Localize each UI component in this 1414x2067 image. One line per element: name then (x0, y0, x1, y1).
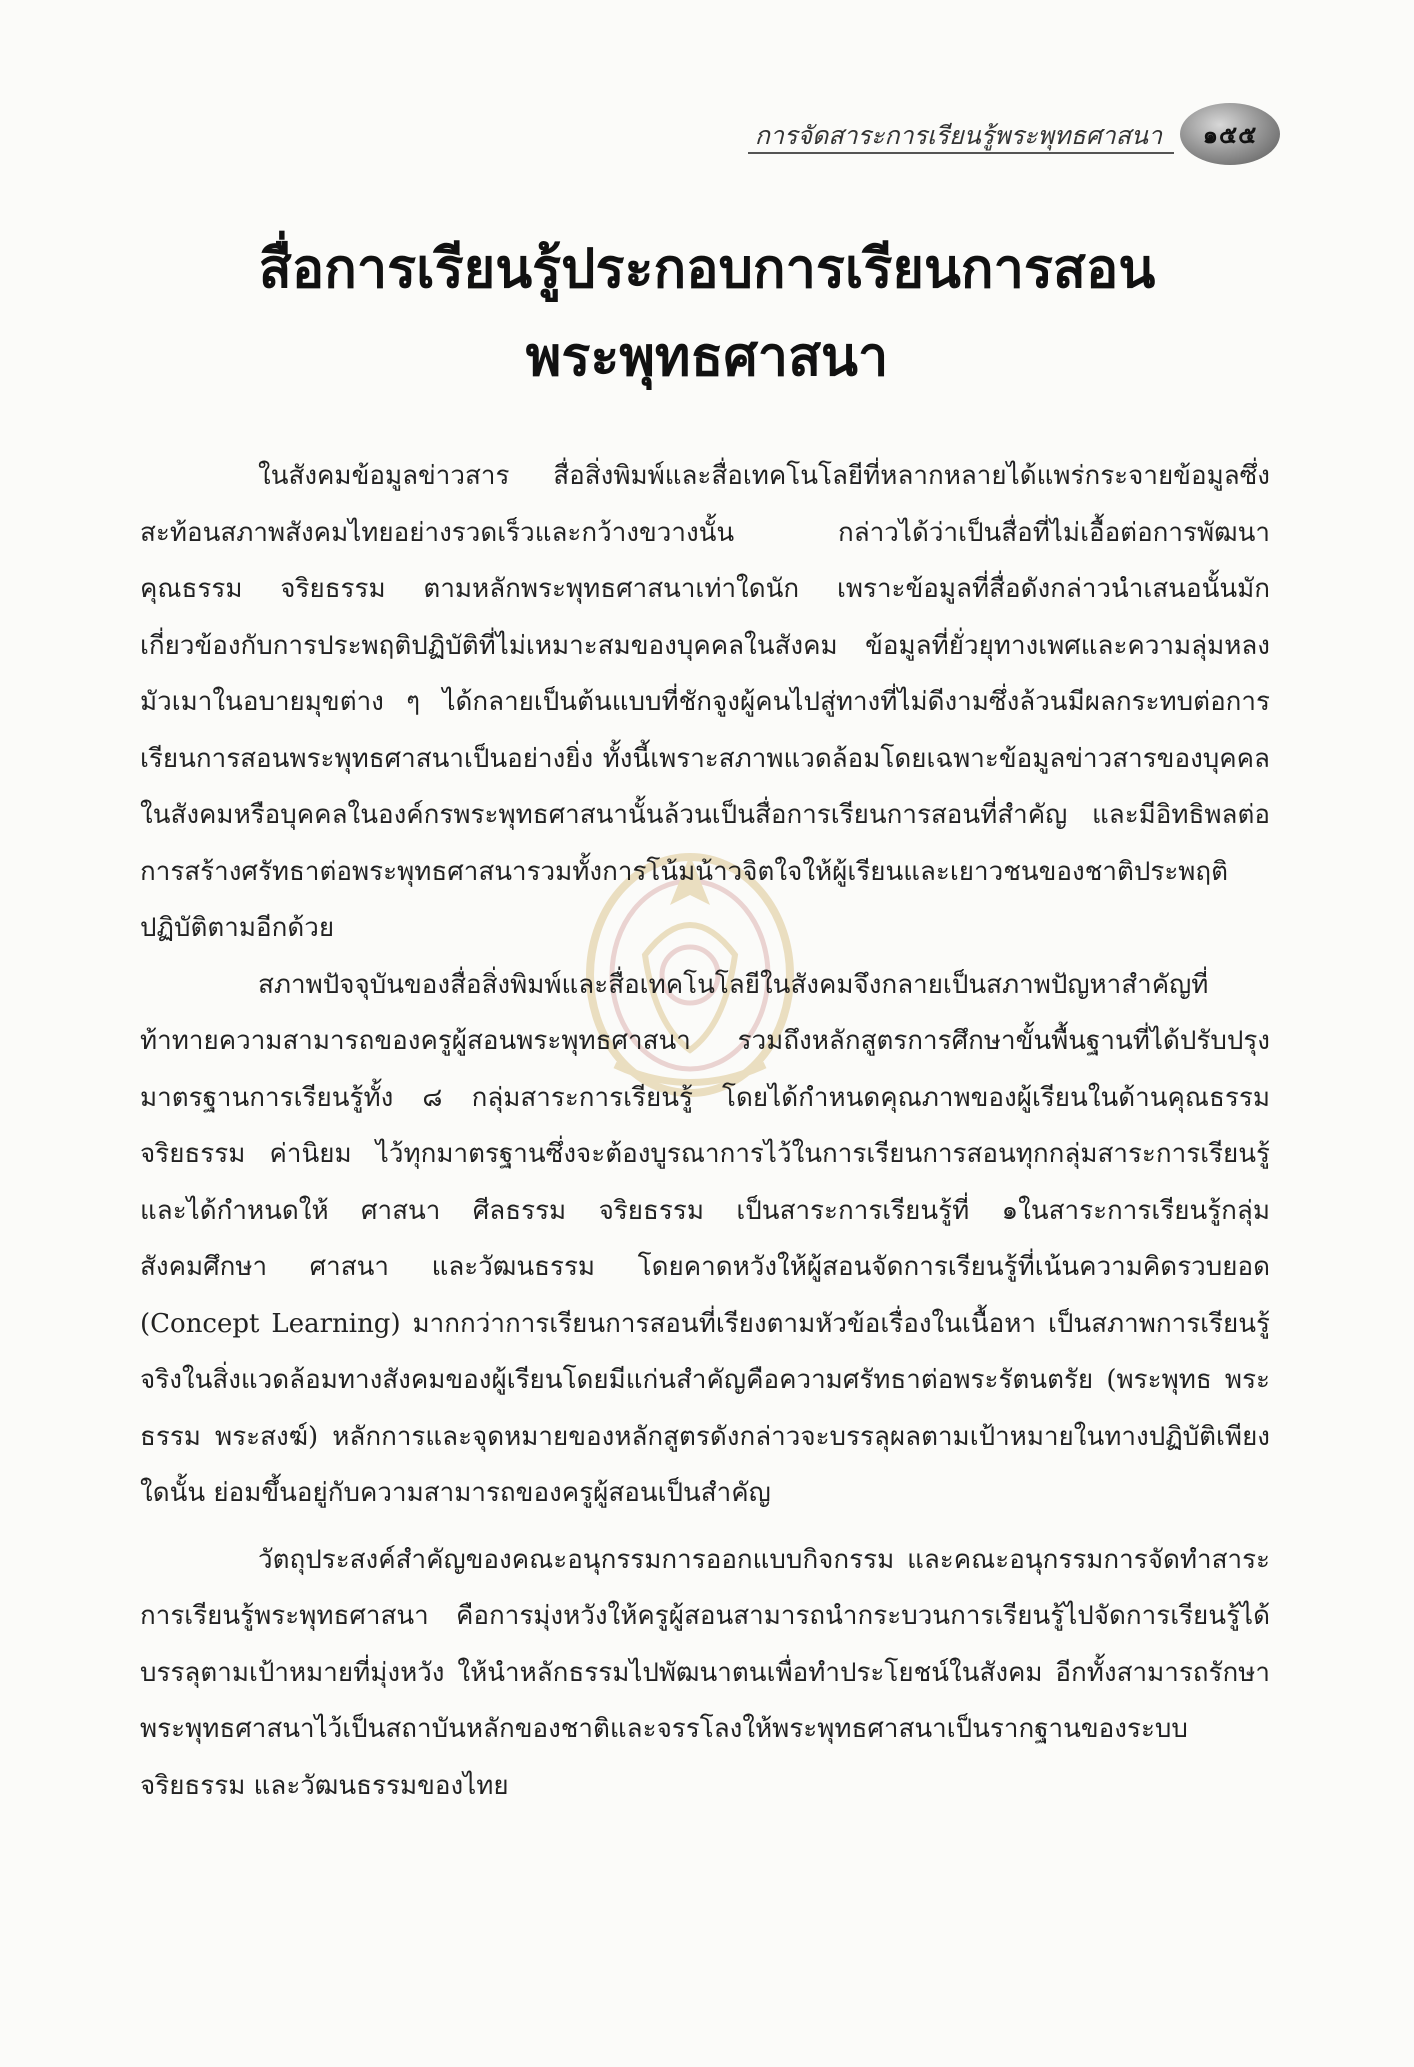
chapter-title (0, 225, 1414, 401)
chapter-title-line-1: สื่อการเรียนรู้ประกอบการเรียนการสอน (258, 237, 1156, 300)
page-number-badge (1180, 103, 1280, 165)
running-header (748, 112, 1174, 154)
running-title: การจัดสาระการเรียนรู้พระพุทธศาสนา (754, 121, 1162, 150)
paragraph-1: ในสังคมข้อมูลข่าวสาร สื่อสิ่งพิมพ์และสื่อเทคโนโลยีที่หลากหลายได้แพร่กระจายข้อมูลซึ่งสะท้อนสภาพสังคมไทยอย่างรวดเร็วและกว้างขวางนั้น กล่าวได้ว่าเป็นสื่อที่ไม่เอื้อต่อการพัฒนาคุณธรรม จริยธรรม ตามหลักพระพุทธศาสนาเท่าใดนัก เพราะข้อมูลที่สื่อดังกล่าวนำเสนอนั้นมักเกี่ยวข้องกับการประพฤติปฏิบัติที่ไม่เหมาะสมของบุคคลในสังคม ข้อมูลที่ยั่วยุทางเพศและความลุ่มหลงมัวเมาในอบายมุขต่าง ๆ ได้กลายเป็นต้นแบบที่ชักจูงผู้คนไปสู่ทางที่ไม่ดีงามซึ่งล้วนมีผลกระทบต่อการเรียนการสอนพระพุทธศาสนาเป็นอย่างยิ่ง ทั้งนี้เพราะสภาพแวดล้อมโดยเฉพาะข้อมูลข่าวสารของบุคคลในสังคมหรือบุคคลในองค์กรพระพุทธศาสนานั้นล้วนเป็นสื่อการเรียนการสอนที่สำคัญ และมีอิทธิพลต่อการสร้างศรัทธาต่อพระพุทธศาสนารวมทั้งการโน้มน้าวจิตใจให้ผู้เรียนและเยาวชนของชาติประพฤติปฏิบัติตามอีกด้วย (140, 461, 1270, 943)
page-number: ๑๕๕ (1202, 120, 1258, 149)
paragraph-3: วัตถุประสงค์สำคัญของคณะอนุกรรมการออกแบบกิจกรรม และคณะอนุกรรมการจัดทำสาระการเรียนรู้พระพุทธศาสนา คือการมุ่งหวังให้ครูผู้สอนสามารถนำกระบวนการเรียนรู้ไปจัดการเรียนรู้ได้บรรลุตามเป้าหมายที่มุ่งหวัง ให้นำหลักธรรมไปพัฒนาตนเพื่อทำประโยชน์ในสังคม อีกทั้งสามารถรักษาพระพุทธศาสนาไว้เป็นสถาบันหลักของชาติและจรรโลงให้พระพุทธศาสนาเป็นรากฐานของระบบจริยธรรม และวัฒนธรรมของไทย (140, 1544, 1270, 1801)
paragraph-2: สภาพปัจจุบันของสื่อสิ่งพิมพ์และสื่อเทคโนโลยีในสังคมจึงกลายเป็นสภาพปัญหาสำคัญที่ท้าทายความสามารถของครูผู้สอนพระพุทธศาสนา รวมถึงหลักสูตรการศึกษาขั้นพื้นฐานที่ได้ปรับปรุงมาตรฐานการเรียนรู้ทั้ง ๘ กลุ่มสาระการเรียนรู้ โดยได้กำหนดคุณภาพของผู้เรียนในด้านคุณธรรม จริยธรรม ค่านิยม ไว้ทุกมาตรฐานซึ่งจะต้องบูรณาการไว้ในการเรียนการสอนทุกกลุ่มสาระการเรียนรู้ และได้กำหนดให้ ศาสนา ศีลธรรม จริยธรรม เป็นสาระการเรียนรู้ที่ ๑ในสาระการเรียนรู้กลุ่มสังคมศึกษา ศาสนา และวัฒนธรรม โดยคาดหวังให้ผู้สอนจัดการเรียนรู้ที่เน้นความคิดรวบยอด (Concept Learning) มากกว่าการเรียนการสอนที่เรียงตามหัวข้อเรื่องในเนื้อหา เป็นสภาพการเรียนรู้จริงในสิ่งแวดล้อมทางสังคมของผู้เรียนโดยมีแก่นสำคัญคือความศรัทธาต่อพระรัตนตรัย (พระพุทธ พระธรรม พระสงฆ์) หลักการและจุดหมายของหลักสูตรดังกล่าวจะบรรลุผลตามเป้าหมายในทางปฏิบัติเพียงใดนั้น ย่อมขึ้นอยู่กับความสามารถของครูผู้สอนเป็นสำคัญ (140, 969, 1270, 1508)
chapter-title-line-2: พระพุทธศาสนา (525, 325, 889, 388)
body-text (140, 448, 1270, 1814)
